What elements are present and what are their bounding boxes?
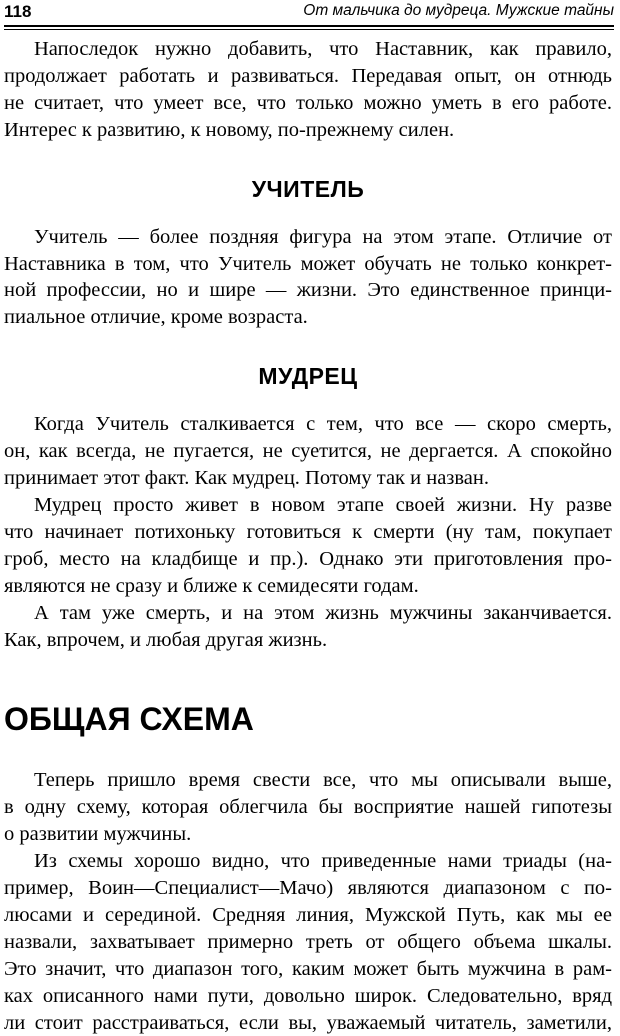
body-text bbox=[4, 36, 612, 1036]
paragraph-line: назвали, захватывает примерно треть от общего объема шкалы. bbox=[4, 930, 612, 953]
paragraph-line: ках описанного нами пути, довольно широк. Следовательно, вряд bbox=[4, 984, 612, 1007]
paragraph-line: Мудрец просто живет в новом этапе своей жизни. Ну разве bbox=[34, 493, 612, 516]
paragraph-line: ной профессии, но и шире — жизни. Это единственное принци- bbox=[4, 279, 612, 302]
paragraph-line: Когда Учитель сталкивается с тем, что все — скоро смерть, bbox=[34, 413, 612, 436]
paragraph-line: не считает, что умеет все, что только можно уметь в его работе. bbox=[4, 91, 612, 114]
running-title: От мальчика до мудреца. Мужские тайны bbox=[303, 2, 614, 19]
paragraph-line: люсами и серединой. Средняя линия, Мужской Путь, как мы ее bbox=[4, 903, 612, 926]
paragraph-line: Как, впрочем, и любая другая жизнь. bbox=[4, 628, 328, 651]
header-rule-thin bbox=[4, 29, 614, 30]
chapter-heading-general-scheme: ОБЩАЯ СХЕМА bbox=[4, 701, 254, 738]
paragraph-line: гроб, место на кладбище и пр.). Однако эти приготовления про- bbox=[4, 547, 612, 570]
paragraph-line: Теперь пришло время свести все, что мы описывали выше, bbox=[34, 769, 612, 792]
paragraph-line: А там уже смерть, и на этом жизнь мужчины заканчивается. bbox=[34, 601, 612, 624]
section-heading-sage: МУДРЕЦ bbox=[258, 363, 358, 390]
paragraph-line: пиальное отличие, кроме возраста. bbox=[4, 306, 308, 329]
paragraph-line: Из схемы хорошо видно, что приведенные нами триады (на- bbox=[34, 850, 612, 873]
paragraph-line: Это значит, что диапазон того, каким может быть мужчина в рам- bbox=[4, 957, 612, 980]
paragraph-line: ли стоит расстраиваться, если вы, уважаемый читатель, заметили, bbox=[4, 1011, 612, 1034]
section-heading-teacher: УЧИТЕЛЬ bbox=[251, 175, 365, 202]
paragraph-line: пример, Воин—Специалист—Мачо) являются диапазоном с по- bbox=[4, 877, 612, 900]
paragraph-line: Интерес к развитию, к новому, по-прежнему силен. bbox=[4, 118, 455, 141]
page-number: 118 bbox=[4, 2, 32, 21]
paragraph-line: Наставника в том, что Учитель может обучать не только конкрет- bbox=[4, 252, 612, 275]
paragraph-line: о развитии мужчины. bbox=[4, 823, 192, 846]
header-rule-thick bbox=[4, 25, 614, 27]
paragraph-line: являются не сразу и ближе к семидесяти годам. bbox=[4, 574, 419, 597]
paragraph-line: в одну схему, которая облегчила бы восприятие нашей гипотезы bbox=[4, 796, 612, 819]
page-header bbox=[4, 0, 614, 26]
paragraph-line: продолжает работать и развиваться. Передавая опыт, он отнюдь bbox=[4, 64, 612, 87]
paragraph-line: что начинает потихоньку готовиться к смерти (ну там, покупает bbox=[4, 520, 612, 543]
paragraph-line: принимает этот факт. Как мудрец. Потому так и назван. bbox=[4, 467, 489, 490]
paragraph-line: он, как всегда, не пугается, не суетится, не дергается. А спокойно bbox=[4, 440, 612, 463]
paragraph-line: Напоследок нужно добавить, что Наставник, как правило, bbox=[34, 38, 612, 60]
paragraph-line: Учитель — более поздняя фигура на этом этапе. Отличие от bbox=[34, 225, 612, 248]
